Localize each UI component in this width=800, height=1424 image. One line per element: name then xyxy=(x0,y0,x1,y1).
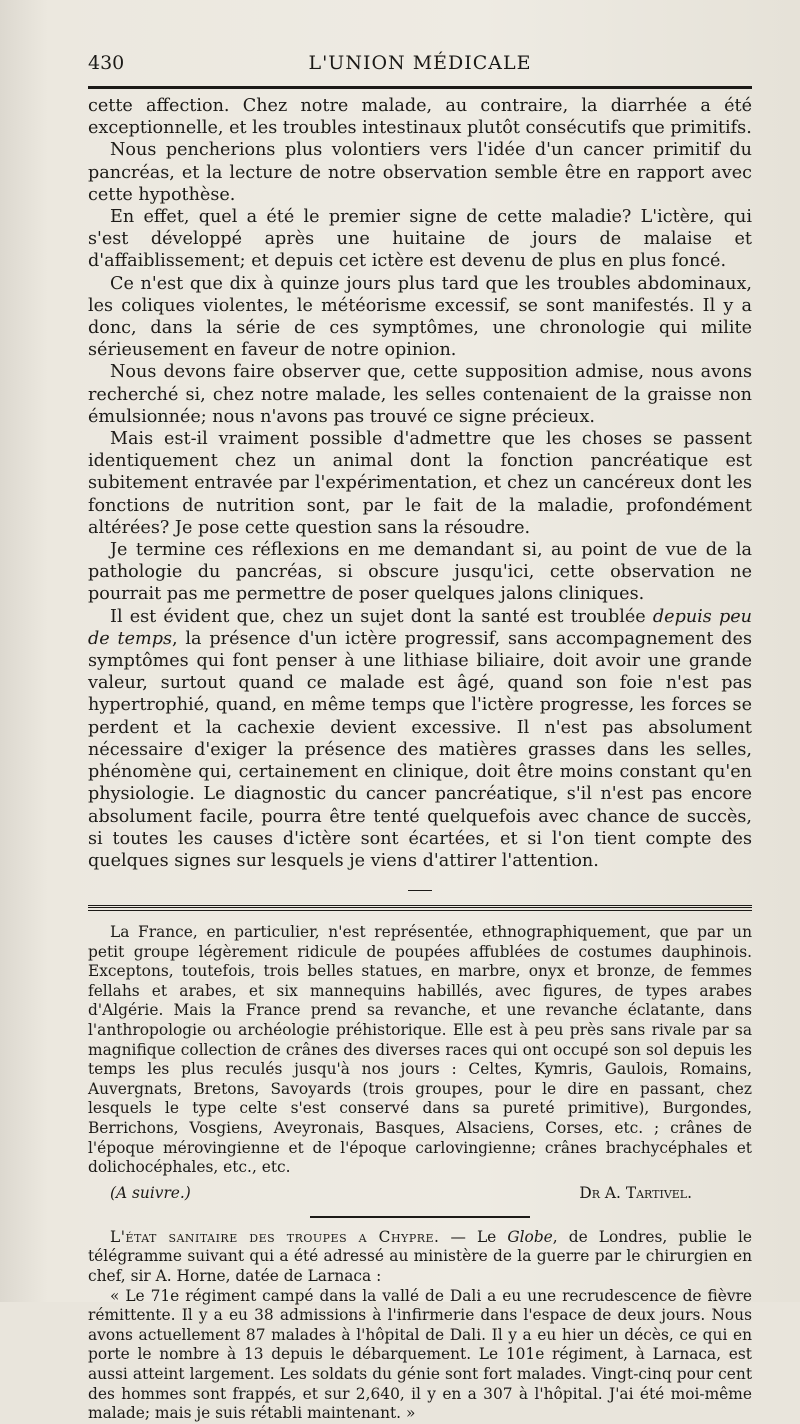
paragraph: La France, en particulier, n'est représentée, ethnographiquement, que par un petit groupe légèrement ridicule de poupées affublées de costumes dauphinois. Exceptons, toutefois, trois belles statues, en marbre, onyx et bronze, de femmes fellahs et arabes, et six mannequins habillés, avec figures, de types arabes d'Algérie. Mais la France prend sa revanche, et une revanche éclatante, dans l'anthropologie ou archéologie préhistorique. Elle est à peu près sans rivale par sa magnifique collection de crânes des diverses races qui ont occupé son sol depuis les temps les plus reculés jusqu'à nos jours : Celtes, Kymris, Gaulois, Romains, Auvergnats, Bretons, Savoyards (trois groupes, pour le dire en passant, chez lesquels le type celte s'est conservé dans sa pureté primitive), Burgondes, Berrichons, Vosgiens, Aveyronais, Basques, Alsaciens, Corses, etc. ; crânes de l'époque mérovingienne et de l'époque carlovingienne; crânes brachycéphales et dolichocéphales, etc., etc. xyxy=(88,923,752,1177)
header-rule xyxy=(88,86,752,89)
paragraph: Je termine ces réflexions en me demandant si, au point de vue de la pathologie du pancréas, si obscure jusqu'ici, cette observation ne pourrait pas me permettre de poser quelques jalons cliniques. xyxy=(88,540,752,605)
page-number: 430 xyxy=(88,52,125,74)
news-heading: L'état sanitaire des troupes a Chypre. xyxy=(110,1227,440,1246)
newspaper-name: Globe xyxy=(507,1227,553,1246)
text-run: , la présence d'un ictère progressif, sans accompagnement des symptômes qui font penser à une lithiase biliaire, doit avoir une grande valeur, surtout quand ce malade est âgé, quand son foie n'est pas hypertrophié, quand, en même temps que l'ictère progresse, les forces se perdent et la cachexie devient excessive. Il n'est pas absolument nécessaire d'exiger la présence des matières grasses dans les selles, phénomène qui, certainement en clinique, doit être moins constant qu'en physiologie. Le diagnostic du cancer pancréatique, s'il n'est pas encore absolument facile, pourra être tenté quelquefois avec chance de succès, si toutes les causes d'ictère sont écartées, et si l'on tient compte des quelques signes sur lesquels je viens d'attirer l'attention. xyxy=(88,628,752,871)
to-be-continued: (A suivre.) xyxy=(110,1183,191,1202)
text-run: — Le xyxy=(439,1227,508,1246)
paragraph xyxy=(88,606,752,872)
author-signature: Dr A. Tartivel. xyxy=(579,1183,692,1202)
text-run: , de Londres, publie le télégramme suivant qui a été adressé au ministère de la guerre par le chirurgien en chef, sir A. Horne, datée de Larnaca : xyxy=(88,1227,752,1286)
text-run: Il est évident que, chez un sujet dont la santé est troublée xyxy=(110,606,653,627)
signature-line xyxy=(88,1184,752,1202)
paragraph: En effet, quel a été le premier signe de cette maladie? L'ictère, qui s'est développé après une huitaine de jours de malaise et d'affaiblissement; et depuis cet ictère est devenu de plus en plus foncé. xyxy=(88,207,752,272)
feuilleton-separator xyxy=(88,905,752,911)
paragraph: Nous pencherions plus volontiers vers l'idée d'un cancer primitif du pancréas, et la lecture de notre observation semble être en rapport avec cette hypothèse. xyxy=(88,140,752,205)
paragraph: cette affection. Chez notre malade, au contraire, la diarrhée a été exceptionnelle, et les troubles intestinaux plutôt consécutifs que primitifs. xyxy=(88,96,752,139)
telegram-quote: « Le 71e régiment campé dans la vallé de Dali a eu une recrudescence de fièvre rémittente. Il y a eu 38 admissions à l'infirmerie dans l'espace de deux jours. Nous avons actuellement 87 malades à l'hôpital de Dali. Il y a eu hier un décès, ce qui en porte le nombre à 13 depuis le débarquement. Le 101e régiment, à Larnaca, est aussi atteint largement. Les soldats du génie sont fort malades. Vingt-cinq pour cent des hommes sont frappés, et sur 2,640, il y en a 307 à l'hôpital. J'ai été moi-même malade; mais je suis rétabli maintenant. » xyxy=(88,1286,752,1423)
section-rule xyxy=(310,1216,530,1218)
feuilleton-text xyxy=(88,923,752,1178)
paragraph: Mais est-il vraiment possible d'admettre que les choses se passent identiquement chez un animal dont la fonction pancréatique est subitement entravée par l'expérimentation, et chez un cancéreux dont les fonctions de nutrition sont, par le fait de la maladie, profondément altérées? Je pose cette question sans la résoudre. xyxy=(88,429,752,538)
running-title: L'UNION MÉDICALE xyxy=(308,52,532,74)
main-article-text xyxy=(88,95,752,872)
paragraph: Ce n'est que dix à quinze jours plus tard que les troubles abdominaux, les coliques violentes, le météorisme excessif, se sont manifestés. Il y a donc, dans la série de ces symptômes, une chronologie qui milite sérieusement en faveur de notre opinion. xyxy=(88,273,752,361)
page-header xyxy=(88,52,752,82)
emphasis: depuis peu de temps xyxy=(88,606,752,649)
paragraph: Nous devons faire observer que, cette supposition admise, nous avons recherché si, chez notre malade, les selles contenaient de la graisse non émulsionnée; nous n'avons pas trouvé ce signe précieux. xyxy=(88,362,752,427)
news-item xyxy=(88,1228,752,1424)
end-of-article-rule xyxy=(408,890,432,891)
paragraph xyxy=(88,1228,752,1287)
